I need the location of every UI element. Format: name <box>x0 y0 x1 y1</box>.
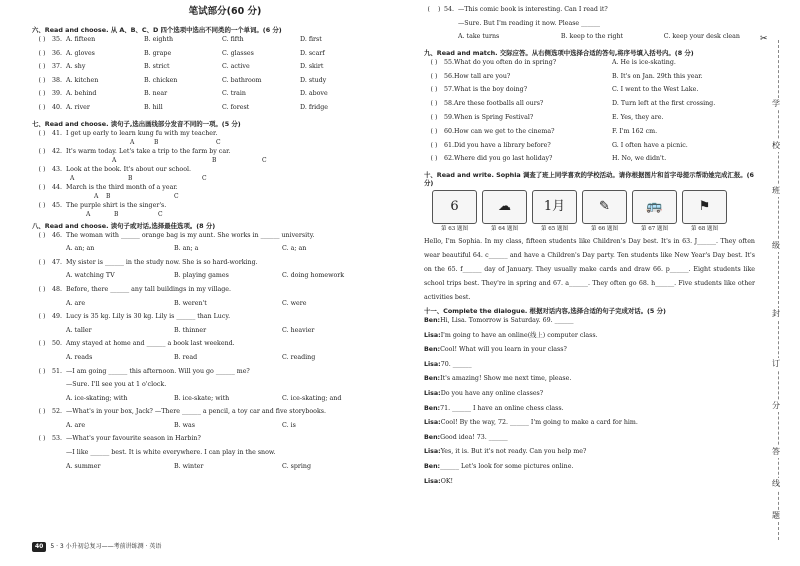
utterance: 70. ______ <box>440 360 472 368</box>
answer-paren: ( ) <box>38 103 46 111</box>
vocab-row <box>32 50 392 64</box>
section8-heading: 八、Read and choose. 读句子或对话,选择最佳选项。(8 分) <box>32 221 216 230</box>
section9-list <box>424 59 759 169</box>
question-number: 44. <box>52 183 63 191</box>
option-d: D. fridge <box>300 103 328 111</box>
section6-list <box>32 36 392 118</box>
match-row <box>424 86 759 100</box>
options-row <box>32 327 392 341</box>
question-number: 51. <box>52 367 63 375</box>
answer-paren: ( ) <box>38 435 46 443</box>
sentence: Look at the book. It's about our school. <box>66 165 192 173</box>
match-row <box>424 100 759 114</box>
picture-67 <box>632 190 677 233</box>
utterance: 71. ______ I have an online chess class. <box>440 404 564 412</box>
answer-paren: ( ) <box>38 258 46 266</box>
question-number: 45. <box>52 201 63 209</box>
option-a: A. watching TV <box>66 272 115 280</box>
option-a: A. behind <box>66 90 97 98</box>
option-c: C. a; an <box>282 245 307 253</box>
cut-line <box>778 40 779 540</box>
option-c: C. doing homework <box>282 272 345 280</box>
section11-heading: 十一、Complete the dialogue. 根据对话内容,选择合适的句子完成对话。(5 分) <box>424 307 666 316</box>
question-number: 56. <box>444 72 455 80</box>
option-b: B. chicken <box>144 76 178 84</box>
answer-paren: ( ) <box>430 86 438 94</box>
utterance: I'm going to have an online(线上) computer class. <box>440 331 598 339</box>
page-number: 40 <box>32 542 46 552</box>
q54-option-c: C. keep your desk clean <box>663 33 740 41</box>
match-answer: B. It's on Jan. 29th this year. <box>612 72 703 80</box>
choice-question <box>32 368 392 382</box>
dialogue-line <box>424 405 759 420</box>
option-b: B. read <box>174 353 198 361</box>
dialogue-line <box>424 317 759 332</box>
option-c: C. spring <box>282 462 311 470</box>
dialogue-line <box>424 419 759 434</box>
question-number: 50. <box>52 340 63 348</box>
question-text: Did you have a library before? <box>454 141 551 149</box>
speaker: Ben: <box>424 404 441 412</box>
choice-question <box>32 313 392 327</box>
question-number: 41. <box>52 129 63 137</box>
dialogue-line <box>424 463 759 478</box>
match-row <box>424 142 759 156</box>
picture-63 <box>432 190 477 233</box>
option-d: D. above <box>300 90 328 98</box>
match-question <box>444 142 612 156</box>
picture-caption: 第 68 题图 <box>691 226 718 233</box>
match-answer: C. I went to the West Lake. <box>612 86 699 94</box>
question-number: 38. <box>52 76 63 84</box>
option-a: A. gloves <box>66 49 95 57</box>
answer-paren: ( ) <box>430 127 438 135</box>
label-b: B <box>128 174 133 182</box>
report-paragraph: Hello, I'm Sophia. In my class, fifteen students like Children's Day best. It's in 63. J______. They often wear beautiful 64. c______ and have a Children's Day party. Ten students like New Year's Day best. It's on the 65. f______ day of January. They usually make cards and draw 66. p______. Eight students like school trips best. They're in spring and 67. a______. They often go 68. h______. Five students like other activities best. <box>424 238 755 302</box>
question-number: 61. <box>444 141 455 149</box>
picture-box <box>532 190 577 224</box>
question-number: 58. <box>444 100 455 108</box>
picture-box <box>432 190 477 224</box>
answer-paren: ( ) <box>430 72 438 80</box>
question-text-2: —Sure. I'll see you at 1 o'clock. <box>66 381 167 389</box>
utterance: ______ Let's look for some pictures online. <box>440 462 574 470</box>
question-number: 62. <box>444 155 455 163</box>
question-number: 36. <box>52 49 63 57</box>
question-number: 47. <box>52 258 63 266</box>
match-answer: G. I often have a picnic. <box>612 141 688 149</box>
option-b: B. winter <box>174 462 204 470</box>
option-a: A. an; an <box>66 245 95 253</box>
options-row <box>32 422 392 436</box>
choice-question <box>32 232 392 246</box>
picture-icon: 1月 <box>543 199 566 215</box>
margin-char: 订 <box>772 359 780 368</box>
answer-paren: ( ) <box>38 408 46 416</box>
match-answer: D. Turn left at the first crossing. <box>612 100 716 108</box>
speaker: Ben: <box>424 433 441 441</box>
answer-paren: ( ) <box>38 231 46 239</box>
option-c: C. forest <box>222 103 250 111</box>
answer-paren: ( ) <box>38 340 46 348</box>
question-number: 57. <box>444 86 455 94</box>
vocab-row <box>32 77 392 91</box>
option-b: B. playing games <box>174 272 229 280</box>
label-a: A <box>112 156 117 164</box>
underline-labels <box>66 139 392 148</box>
picture-box <box>582 190 627 224</box>
margin-char: 校 <box>772 141 780 150</box>
scissors-icon: ✂ <box>760 34 768 44</box>
margin-char: 封 <box>772 309 780 318</box>
underline-labels <box>66 157 392 166</box>
picture-box <box>482 190 527 224</box>
question-number: 49. <box>52 313 63 321</box>
sentence: March is the third month of a year. <box>66 183 178 191</box>
options-row <box>32 395 392 409</box>
answer-paren: ( ) <box>38 49 46 57</box>
choice-question <box>32 435 392 449</box>
answer-paren: ( ) <box>430 100 438 108</box>
dialogue-line <box>424 361 759 376</box>
picture-icon: ☁ <box>498 199 511 215</box>
question-number: 53. <box>52 435 63 443</box>
answer-paren: ( ) <box>38 147 46 155</box>
speaker: Lisa: <box>424 390 441 397</box>
question-continued <box>32 381 392 395</box>
option-a: A. kitchen <box>66 76 99 84</box>
question-text: How can we get to the cinema? <box>454 127 555 135</box>
option-b: B. an; a <box>174 245 199 253</box>
option-b: B. near <box>144 90 168 98</box>
question-number: 60. <box>444 127 455 135</box>
option-c: C. were <box>282 299 307 307</box>
choice-question <box>32 286 392 300</box>
utterance: Do you have any online classes? <box>440 390 544 397</box>
match-answer: E. Yes, they are. <box>612 113 664 121</box>
options-row <box>32 245 392 259</box>
margin-char: 答 <box>772 447 780 456</box>
option-a: A. are <box>66 421 86 429</box>
answer-paren: ( ) <box>38 129 46 137</box>
options-row <box>32 463 392 477</box>
question-text: —What's in your box, Jack? —There ______ a pencil, a toy car and five storybooks. <box>66 408 327 416</box>
option-b: B. eighth <box>144 36 174 43</box>
option-a: A. shy <box>66 63 86 71</box>
option-c: C. fifth <box>222 36 244 43</box>
picture-icon: ⚑ <box>698 199 711 215</box>
match-row <box>424 155 759 169</box>
match-row <box>424 59 759 73</box>
label-a: A <box>86 210 91 218</box>
answer-paren: ( ) <box>38 36 46 43</box>
option-d: D. scarf <box>300 49 325 57</box>
question-number: 40. <box>52 103 63 111</box>
question-number: 48. <box>52 285 63 293</box>
vocab-row <box>32 36 392 50</box>
label-a: A <box>94 192 99 200</box>
utterance: Hi, Lisa. Tomorrow is Saturday. 69. ______ <box>440 317 574 325</box>
speaker: Lisa: <box>424 477 441 485</box>
match-question <box>444 155 612 169</box>
question-number: 59. <box>444 113 455 121</box>
question-continued <box>32 449 392 463</box>
margin-char: 班 <box>772 186 780 195</box>
match-row <box>424 73 759 87</box>
binding-margin <box>768 40 792 540</box>
label-b: B <box>114 210 119 218</box>
match-question <box>444 100 612 114</box>
picture-66 <box>582 190 627 233</box>
option-a: A. are <box>66 299 86 307</box>
option-a: A. ice-skating; with <box>66 394 128 402</box>
speaker: Ben: <box>424 317 441 325</box>
picture-caption: 第 67 题图 <box>641 226 668 233</box>
label-c: C <box>202 174 207 182</box>
utterance: OK! <box>440 477 454 485</box>
dialogue-line <box>424 332 759 347</box>
speaker: Lisa: <box>424 419 441 427</box>
question-54: ( ) 54. —This comic book is interesting. Can I read it? —Sure. But I'm reading it now. Please ______ A. take turns B. keep to the right C. keep your desk clean <box>424 6 759 47</box>
question-number: 37. <box>52 63 63 71</box>
option-c: C. reading <box>282 353 316 361</box>
label-c: C <box>158 210 163 218</box>
margin-char: 分 <box>772 401 780 410</box>
match-question <box>444 73 612 87</box>
margin-char: 题 <box>772 511 780 520</box>
question-text: —I am going ______ this afternoon. Will you go ______ me? <box>66 367 250 375</box>
label-b: B <box>106 192 111 200</box>
question-text: What do you often do in spring? <box>454 58 557 66</box>
label-b: B <box>154 138 159 146</box>
q54-question: —This comic book is interesting. Can I read it? <box>458 6 608 13</box>
dialogue-line <box>424 448 759 463</box>
option-c: C. heavier <box>282 326 315 334</box>
utterance: Cool! By the way, 72. ______ I'm going to make a card for him. <box>440 419 638 427</box>
choice-question <box>32 340 392 354</box>
answer-paren: ( ) <box>38 165 46 173</box>
answer-paren: ( ) <box>430 113 438 121</box>
picture-icon: 🚌 <box>646 199 663 215</box>
choice-question <box>32 259 392 273</box>
question-number: 35. <box>52 36 63 43</box>
picture-box <box>682 190 727 224</box>
page-title: 笔试部分(60 分) <box>188 6 262 17</box>
option-a: A. river <box>66 103 90 111</box>
option-a: A. summer <box>66 462 101 470</box>
q54-question-2: —Sure. But I'm reading it now. Please ______ <box>458 19 601 27</box>
speaker: Lisa: <box>424 448 441 456</box>
dialogue <box>424 317 759 492</box>
question-text: My sister is ______ in the study now. She is so hard-working. <box>66 258 258 266</box>
option-c: C. active <box>222 63 250 71</box>
picture-box <box>632 190 677 224</box>
match-question <box>444 86 612 100</box>
question-text: What is the boy doing? <box>454 86 528 94</box>
section9-heading: 九、Read and match. 交际应答。从右侧选项中选择合适的答句,将序号填入括号内。(8 分) <box>424 48 694 57</box>
utterance: It's amazing! Show me next time, please. <box>440 375 572 383</box>
underline-labels <box>66 211 392 220</box>
label-b: B <box>212 156 217 164</box>
option-b: B. ice-skate; with <box>174 394 230 402</box>
question-text: How tall are you? <box>454 72 511 80</box>
answer-paren: ( ) <box>430 141 438 149</box>
footer-text: 5 · 3 小升初总复习——考前讲练测 · 英语 <box>50 543 162 550</box>
picture-caption: 第 63 题图 <box>441 226 468 233</box>
question-text: —What's your favourite season in Harbin? <box>66 435 201 443</box>
answer-paren: ( ) <box>38 63 46 71</box>
utterance: Yes, it is. But it's not ready. Can you help me? <box>440 448 587 456</box>
match-question <box>444 128 612 142</box>
label-c: C <box>174 192 179 200</box>
match-answer: F. I'm 162 cm. <box>612 127 658 135</box>
option-a: A. taller <box>66 326 92 334</box>
match-row <box>424 114 759 128</box>
vocab-row <box>32 63 392 77</box>
option-a: A. fifteen <box>66 36 96 43</box>
picture-68 <box>682 190 727 233</box>
picture-caption: 第 66 题图 <box>591 226 618 233</box>
picture-64 <box>482 190 527 233</box>
section6-heading: 六、Read and choose. 从 A、B、C、D 四个选项中选出不同类的一个单词。(6 分) <box>32 26 282 34</box>
option-c: C. is <box>282 421 296 429</box>
underline-labels <box>66 193 392 202</box>
question-text: Lucy is 35 kg. Lily is 30 kg. Lily is ______ than Lucy. <box>66 313 231 321</box>
answer-paren: ( ) <box>38 76 46 84</box>
dialogue-line <box>424 375 759 390</box>
match-answer: A. He is ice-skating. <box>612 58 676 66</box>
utterance: Cool! What will you learn in your class? <box>440 346 567 354</box>
section8-list <box>32 232 392 477</box>
option-c: C. ice-skating; and <box>282 394 342 402</box>
match-question <box>444 114 612 128</box>
question-number: 42. <box>52 147 63 155</box>
speaker: Ben: <box>424 346 441 354</box>
option-b: B. grape <box>144 49 172 57</box>
option-d: D. skirt <box>300 63 324 71</box>
question-text: When is Spring Festival? <box>454 113 534 121</box>
dialogue-line <box>424 478 759 493</box>
label-c: C <box>262 156 267 164</box>
margin-char: 线 <box>772 479 780 488</box>
answer-paren: ( ) <box>430 58 438 66</box>
option-c: C. train <box>222 90 246 98</box>
question-number: 39. <box>52 90 63 98</box>
option-b: B. was <box>174 421 196 429</box>
margin-char: 学 <box>772 99 780 108</box>
option-a: A. reads <box>66 353 93 361</box>
page-footer <box>32 542 161 552</box>
option-c: C. glasses <box>222 49 254 57</box>
answer-paren: ( ) <box>38 313 46 321</box>
option-b: B. strict <box>144 63 170 71</box>
sentence: I get up early to learn kung fu with my teacher. <box>66 129 218 137</box>
options-row <box>32 300 392 314</box>
question-number: 46. <box>52 231 63 239</box>
speaker: Ben: <box>424 375 441 383</box>
answer-paren: ( ) <box>38 285 46 293</box>
section10-heading: 十、Read and write. Sophia 调查了班上同学喜欢的学校活动。请你根据图片和首字母提示帮助她完成汇报。(6 分) <box>424 171 754 188</box>
answer-paren: ( ) <box>38 201 46 209</box>
answer-paren: ( ) <box>38 183 46 191</box>
q54-option-b: B. keep to the right <box>560 33 624 41</box>
dialogue-line <box>424 346 759 361</box>
section7-list <box>32 130 392 220</box>
answer-paren: ( ) <box>38 90 46 98</box>
option-b: B. thinner <box>174 326 207 334</box>
left-column <box>32 24 392 476</box>
choice-question <box>32 408 392 422</box>
question-number: 52. <box>52 408 63 416</box>
picture-caption: 第 65 题图 <box>541 226 568 233</box>
picture-icon: 6 <box>450 199 459 215</box>
question-text: Amy stayed at home and ______ a book last weekend. <box>66 340 235 348</box>
options-row <box>32 272 392 286</box>
underline-labels <box>66 175 392 184</box>
sentence: The purple shirt is the singer's. <box>66 201 167 209</box>
picture-strip <box>432 190 759 233</box>
question-number: 43. <box>52 165 63 173</box>
match-row <box>424 128 759 142</box>
question-text: Where did you go last holiday? <box>454 155 553 163</box>
question-text: Before, there ______ any tall buildings in my village. <box>66 285 232 293</box>
utterance: Good idea! 73. ______ <box>440 433 508 441</box>
speaker: Lisa: <box>424 360 441 368</box>
match-answer: H. No, we didn't. <box>612 155 667 163</box>
section7-heading: 七、Read and choose. 读句子,选出画线部分发音不同的一项。(5 分) <box>32 119 241 128</box>
option-b: B. weren't <box>174 299 207 307</box>
label-a: A <box>70 174 75 182</box>
option-d: D. first <box>300 36 322 43</box>
q54-option-a: A. take turns <box>458 33 500 41</box>
vocab-row <box>32 104 392 118</box>
answer-paren: ( ) <box>38 367 46 375</box>
option-d: D. study <box>300 76 327 84</box>
match-question <box>444 59 612 73</box>
right-column <box>424 6 759 492</box>
sentence: It's warm today. Let's take a trip to the farm by car. <box>66 147 231 155</box>
answer-paren: ( ) <box>430 155 438 163</box>
option-c: C. bathroom <box>222 76 262 84</box>
speaker: Ben: <box>424 462 441 470</box>
picture-caption: 第 64 题图 <box>491 226 518 233</box>
picture-65 <box>532 190 577 233</box>
label-c: C <box>216 138 221 146</box>
speaker: Lisa: <box>424 331 441 339</box>
question-number: 55. <box>444 58 455 66</box>
label-a: A <box>130 138 135 146</box>
options-row <box>32 354 392 368</box>
dialogue-line <box>424 434 759 449</box>
question-text: Are these footballs all ours? <box>454 100 544 108</box>
picture-icon: ✎ <box>599 199 610 215</box>
dialogue-line <box>424 390 759 405</box>
option-b: B. hill <box>144 103 163 111</box>
vocab-row <box>32 90 392 104</box>
question-text: The woman with ______ orange bag is my aunt. She works in ______ university. <box>66 231 315 239</box>
question-text-2: —I like ______ best. It is white everywhere. I can play in the snow. <box>66 449 276 457</box>
margin-char: 级 <box>772 241 780 250</box>
